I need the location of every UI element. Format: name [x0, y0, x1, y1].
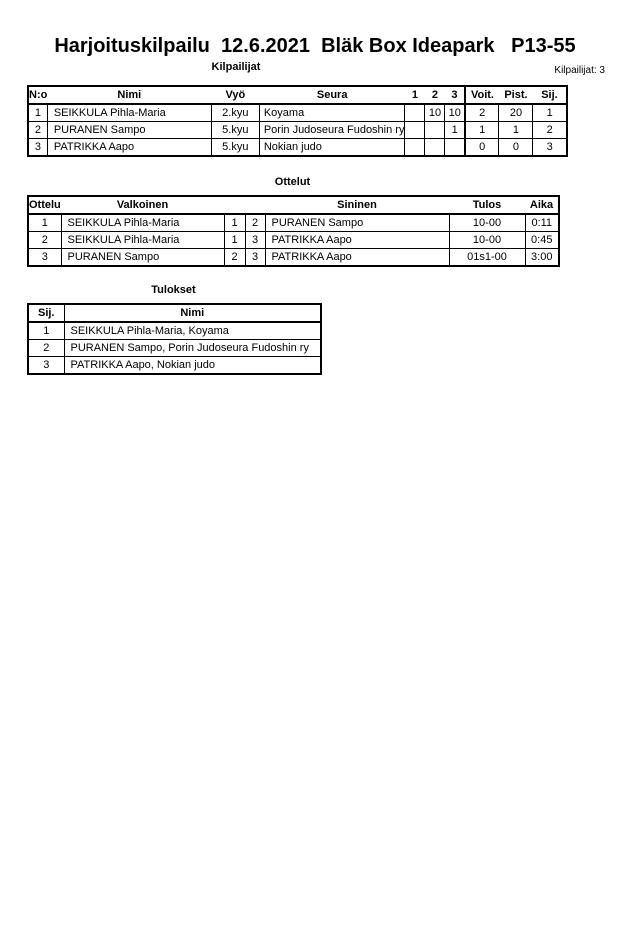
cell-blue-no: 3 [245, 232, 265, 249]
col-header-wins: Voit. [465, 86, 499, 104]
col-header-club: Seura [259, 86, 405, 104]
result-row [28, 340, 321, 357]
competitor-row [28, 104, 567, 122]
category-subtitle: Kilpailijat [211, 61, 261, 73]
cell-name: PURANEN Sampo [47, 122, 211, 139]
cell-blue-name: PURANEN Sampo [265, 214, 449, 232]
cell-place: 3 [533, 139, 567, 157]
cell-place: 1 [28, 322, 64, 340]
cell-round1 [405, 104, 425, 122]
cell-round2 [425, 122, 445, 139]
competitor-row [28, 122, 567, 139]
col-header-place: Sij. [28, 304, 64, 322]
cell-name: PATRIKKA Aapo [47, 139, 211, 157]
cell-white-name: SEIKKULA Pihla-Maria [61, 232, 224, 249]
cell-round1 [405, 122, 425, 139]
col-header-match: Ottelu [28, 196, 61, 214]
results-table [27, 303, 322, 375]
cell-blue-name: PATRIKKA Aapo [265, 249, 449, 267]
cell-club: Nokian judo [259, 139, 405, 157]
cell-wins: 2 [465, 104, 499, 122]
results-sheet [0, 34, 630, 375]
cell-belt: 5.kyu [211, 122, 259, 139]
col-header-belt: Vyö [211, 86, 259, 104]
cell-round1 [405, 139, 425, 157]
subtitle-row [0, 61, 630, 77]
cell-round3: 10 [445, 104, 465, 122]
cell-wins: 0 [465, 139, 499, 157]
page-title: Harjoituskilpailu 12.6.2021 Bläk Box Ideapark P13-55 [54, 35, 576, 57]
col-header-white: Valkoinen [61, 196, 224, 214]
col-header-round2: 2 [425, 86, 445, 104]
cell-club: Porin Judoseura Fudoshin ry [259, 122, 405, 139]
cell-white-no: 1 [224, 214, 245, 232]
col-header-result: Tulos [449, 196, 525, 214]
cell-result: 10-00 [449, 232, 525, 249]
cell-place: 2 [28, 340, 64, 357]
col-header-blue-no [245, 196, 265, 214]
cell-white-no: 2 [224, 249, 245, 267]
cell-place: 2 [533, 122, 567, 139]
cell-belt: 5.kyu [211, 139, 259, 157]
result-row [28, 322, 321, 340]
cell-belt: 2.kyu [211, 104, 259, 122]
match-row [28, 249, 559, 267]
cell-round2 [425, 139, 445, 157]
cell-no: 1 [28, 104, 47, 122]
cell-white-name: SEIKKULA Pihla-Maria [61, 214, 224, 232]
cell-result: 01s1-00 [449, 249, 525, 267]
cell-name: SEIKKULA Pihla-Maria [47, 104, 211, 122]
match-row [28, 214, 559, 232]
matches-heading: Ottelut [274, 176, 311, 188]
col-header-points: Pist. [499, 86, 533, 104]
col-header-round3: 3 [445, 86, 465, 104]
col-header-place: Sij. [533, 86, 567, 104]
cell-name: SEIKKULA Pihla-Maria, Koyama [64, 322, 321, 340]
col-header-name: Nimi [64, 304, 321, 322]
cell-time: 0:11 [525, 214, 559, 232]
cell-club: Koyama [259, 104, 405, 122]
cell-time: 3:00 [525, 249, 559, 267]
cell-points: 20 [499, 104, 533, 122]
cell-place: 1 [533, 104, 567, 122]
col-header-blue: Sininen [265, 196, 449, 214]
cell-wins: 1 [465, 122, 499, 139]
matches-header-row [28, 196, 559, 214]
cell-match-no: 1 [28, 214, 61, 232]
cell-blue-no: 2 [245, 214, 265, 232]
col-header-name: Nimi [47, 86, 211, 104]
cell-blue-name: PATRIKKA Aapo [265, 232, 449, 249]
cell-round2: 10 [425, 104, 445, 122]
col-header-white-no [224, 196, 245, 214]
cell-result: 10-00 [449, 214, 525, 232]
competitor-row [28, 139, 567, 157]
cell-no: 2 [28, 122, 47, 139]
cell-round3: 1 [445, 122, 465, 139]
cell-place: 3 [28, 357, 64, 375]
results-heading: Tulokset [151, 284, 196, 296]
col-header-time: Aika [525, 196, 559, 214]
cell-name: PURANEN Sampo, Porin Judoseura Fudoshin ry [64, 340, 321, 357]
cell-points: 1 [499, 122, 533, 139]
results-header-row [28, 304, 321, 322]
cell-points: 0 [499, 139, 533, 157]
cell-white-name: PURANEN Sampo [61, 249, 224, 267]
cell-match-no: 3 [28, 249, 61, 267]
cell-white-no: 1 [224, 232, 245, 249]
competitors-table [27, 85, 568, 157]
matches-table [27, 195, 560, 267]
cell-time: 0:45 [525, 232, 559, 249]
col-header-no: N:o [28, 86, 47, 104]
col-header-round1: 1 [405, 86, 425, 104]
competitor-count-label: Kilpailijat: 3 [554, 65, 605, 76]
cell-name: PATRIKKA Aapo, Nokian judo [64, 357, 321, 375]
cell-blue-no: 3 [245, 249, 265, 267]
cell-match-no: 2 [28, 232, 61, 249]
competitors-header-row [28, 86, 567, 104]
cell-round3 [445, 139, 465, 157]
cell-no: 3 [28, 139, 47, 157]
result-row [28, 357, 321, 375]
match-row [28, 232, 559, 249]
